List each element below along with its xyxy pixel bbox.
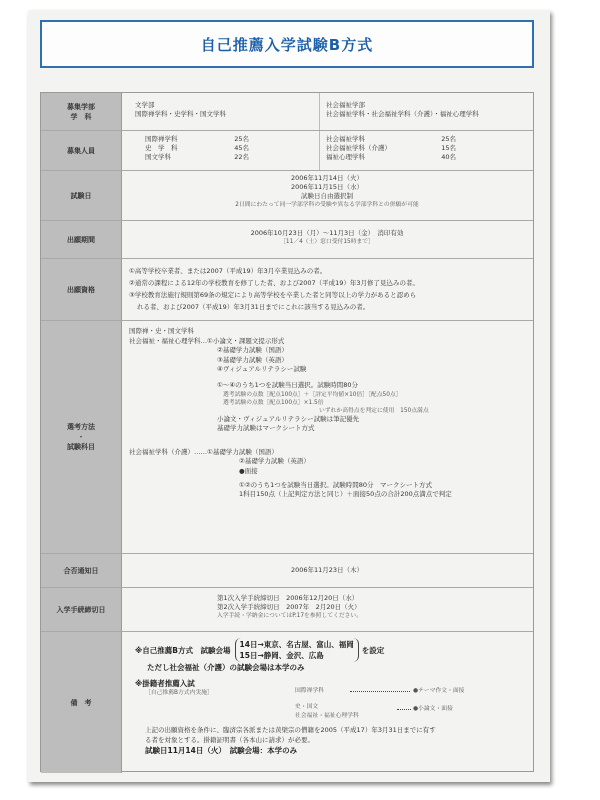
label-department	[41, 93, 122, 130]
selection-note: 基礎学力試験はマークシート方式	[217, 424, 315, 433]
exam-date-choice: 試験日自由選択制	[301, 192, 353, 200]
page-title: 自己推薦入学試験B方式	[200, 35, 374, 54]
label-eligibility	[41, 259, 122, 320]
row-enrollment-deadline	[41, 588, 533, 632]
department-left	[125, 93, 315, 130]
enrollment-deadline-content	[121, 588, 533, 631]
score-method-note: いずれか高得点を判定に使用 150点満点	[319, 407, 429, 414]
enrollment-deadline-1: 第1次入学手続締切日 2006年12月20日（水）	[217, 594, 359, 602]
row-result-date	[41, 554, 533, 588]
label-text: 合否通知日	[63, 566, 99, 575]
application-period-note: ［11／4（土）窓口受付15時まで］	[280, 239, 374, 245]
eligibility-item: ②通常の課程による12年の学校教育を修了した者、および2007（平成19）年3月修了見込みの者。	[129, 279, 420, 287]
recommend-exam-info: 試験日11月14日（火） 試験会場：本学のみ	[145, 746, 298, 755]
exam-date-note: 2日間にわたって同一学部学科の受験や異なる学部学科との併願が可能	[235, 202, 419, 208]
major-name: 福祉心理学科	[326, 153, 365, 161]
label-result-date	[41, 554, 122, 587]
subject-item: ①基礎学力試験（国語）	[207, 447, 278, 456]
selection-rule: 1科目150点（上記判定方法と同じ）＋面接50点の合計200点満点で判定	[239, 490, 452, 499]
eligibility-item: ③学校教育法施行規則第69条の規定により高等学校を卒業した者と同等以上の学力があると認めら	[129, 291, 417, 299]
subject-item: ②基礎学力試験（英語）	[239, 457, 310, 466]
venue-suffix: を設定	[361, 645, 385, 655]
major-count: 40名	[441, 153, 456, 161]
row-exam-date	[41, 171, 533, 221]
label-text: 試験科目	[67, 443, 95, 451]
row-department	[41, 93, 533, 131]
label-text: 出願資格	[67, 285, 95, 294]
selection-rule: ①～④のうち1つを試験当日選択。試験時間80分	[217, 380, 359, 389]
selection-rule: ①②のうち1つを試験当日選択。試験時間80分 マークシート方式	[239, 480, 433, 489]
capacity-item	[145, 144, 315, 153]
capacity-item	[145, 135, 315, 144]
venue-day-1: 14日→東京、名古屋、富山、福岡	[239, 640, 354, 649]
subject-item: ①小論文・課題文提示形式	[207, 336, 285, 345]
recommend-major-3: 社会福祉・福祉心理学科	[295, 713, 359, 719]
subject-item: ②基礎学力試験（国語）	[217, 346, 288, 355]
label-text: 募集学部	[67, 102, 95, 111]
enrollment-deadline-2: 第2次入学手続締切日 2007年 2月20日（火）	[217, 603, 361, 611]
selection-group-line: 社会福祉・福祉心理学科…①小論文・課題文提示形式	[129, 336, 285, 345]
major-name: 社会福祉学科（介護）	[326, 144, 391, 152]
recommend-method-1: ●テーマ作文・面接	[413, 688, 465, 694]
capacity-item	[145, 153, 315, 162]
row-application-period	[41, 221, 533, 259]
result-date-content	[121, 554, 533, 587]
selection-group: 社会福祉・福祉心理学科	[129, 336, 201, 345]
subject-item: ④ヴィジュアルリテラシー試験	[217, 365, 307, 374]
label-selection	[41, 321, 122, 553]
selection-content	[121, 321, 533, 553]
label-exam-date	[41, 171, 122, 220]
label-application-period	[41, 221, 122, 258]
row-remarks	[41, 632, 533, 773]
faculty-name: 文学部	[135, 101, 155, 109]
application-period-content	[121, 221, 533, 258]
venue-day-2: 15日→静岡、金沢、広島	[239, 651, 324, 660]
capacity-item	[326, 153, 533, 162]
faculty-majors: 国際禅学科・史学科・国文学科	[135, 110, 226, 118]
major-count: 45名	[234, 144, 249, 152]
label-remarks	[41, 632, 122, 773]
major-name: 社会福祉学科	[326, 135, 365, 143]
row-capacity	[41, 131, 533, 171]
result-date-value: 2006年11月23日（木）	[290, 566, 364, 574]
row-selection	[41, 321, 533, 554]
major-name: 国際禅学科	[145, 135, 178, 143]
label-text: 選考方法	[67, 423, 95, 431]
eligibility-item: れる者、および2007（平成19）年3月31日までにこれに該当する見込みの者。	[137, 303, 370, 311]
score-method-2: 選考試験の点数［配点100点］×1.5倍	[223, 399, 324, 406]
major-name: 史 学 科	[145, 144, 178, 152]
application-period-dates: 2006年10月23日（月）～11月3日（金） 消印有効	[250, 229, 404, 237]
recommend-title: ※掛籍者推薦入試	[135, 679, 195, 688]
eligibility-content	[121, 259, 533, 320]
exam-date-content	[121, 171, 533, 220]
info-table	[40, 92, 534, 772]
venue-bracket	[235, 638, 359, 662]
recommend-condition: る者を対象とする。掛籍証明書（各本山に請求）が必要。	[145, 736, 314, 744]
recommend-block	[135, 689, 525, 725]
department-right	[319, 93, 533, 130]
label-text: ・	[77, 433, 85, 441]
selection-group: 国際禅・史・国文学科	[129, 327, 194, 335]
faculty-name: 社会福祉学部	[326, 101, 365, 109]
label-text: 募集人員	[67, 146, 95, 155]
row-eligibility	[41, 259, 533, 321]
label-text: 入学手続締切日	[56, 605, 106, 614]
subject-item: ●面接	[239, 466, 258, 475]
capacity-item	[326, 144, 533, 153]
recommend-method-2: ●小論文・面接	[413, 706, 453, 712]
selection-group-line: 社会福祉学科（介護）……①基礎学力試験（国語）	[129, 447, 278, 456]
major-count: 22名	[234, 153, 249, 161]
label-enrollment-deadline	[41, 588, 122, 631]
brochure-page	[28, 10, 550, 782]
exam-date-1: 2006年11月14日（火）	[290, 174, 364, 182]
venue-exception: ただし社会福祉（介護）の試験会場は本学のみ	[147, 663, 305, 672]
faculty-majors: 社会福祉学科・社会福祉学科（介護）・福祉心理学科	[326, 110, 479, 118]
selection-group: 社会福祉学科（介護）	[129, 447, 194, 456]
label-capacity	[41, 131, 122, 170]
recommend-major-2: 史・国文	[295, 704, 319, 710]
venue-label: ※自己推薦B方式 試験会場	[135, 645, 231, 655]
subject-item: ③基礎学力試験（英語）	[217, 355, 288, 364]
label-text: 学 科	[70, 112, 92, 121]
eligibility-item: ①高等学校卒業者、または2007（平成19）年3月卒業見込みの者。	[129, 267, 327, 275]
capacity-item	[326, 135, 533, 144]
recommend-condition: 上記の出願資格を条件に、臨済宗各派または黄檗宗の僧籍を2005（平成17）年3月31日までに有す	[145, 726, 436, 734]
major-count: 25名	[234, 135, 249, 143]
capacity-left	[125, 131, 315, 170]
label-text: 出願期間	[67, 235, 95, 244]
score-method-1: 選考試験の点数［配点100点］＋［評定平均値×10倍］［配点50点］	[223, 391, 402, 398]
remarks-content	[121, 632, 533, 773]
exam-date-2: 2006年11月15日（水）	[290, 183, 364, 191]
major-count: 25名	[441, 135, 456, 143]
major-name: 国文学科	[145, 153, 171, 161]
selection-note: 小論文・ヴィジュアルリテラシー試験は筆記優先	[217, 414, 360, 423]
capacity-right	[319, 131, 533, 170]
enrollment-note: 入学手続・学納金についてはP.17を参照してください。	[217, 613, 363, 619]
recommend-subtitle: ［自己推薦B方式内実施］	[145, 690, 213, 696]
major-count: 15名	[441, 144, 456, 152]
recommend-major-1: 国際禅学科	[295, 688, 324, 694]
venue-line	[135, 638, 525, 662]
label-text: 試験日	[70, 191, 92, 200]
label-text: 備 考	[70, 698, 92, 707]
title-box	[40, 20, 534, 68]
